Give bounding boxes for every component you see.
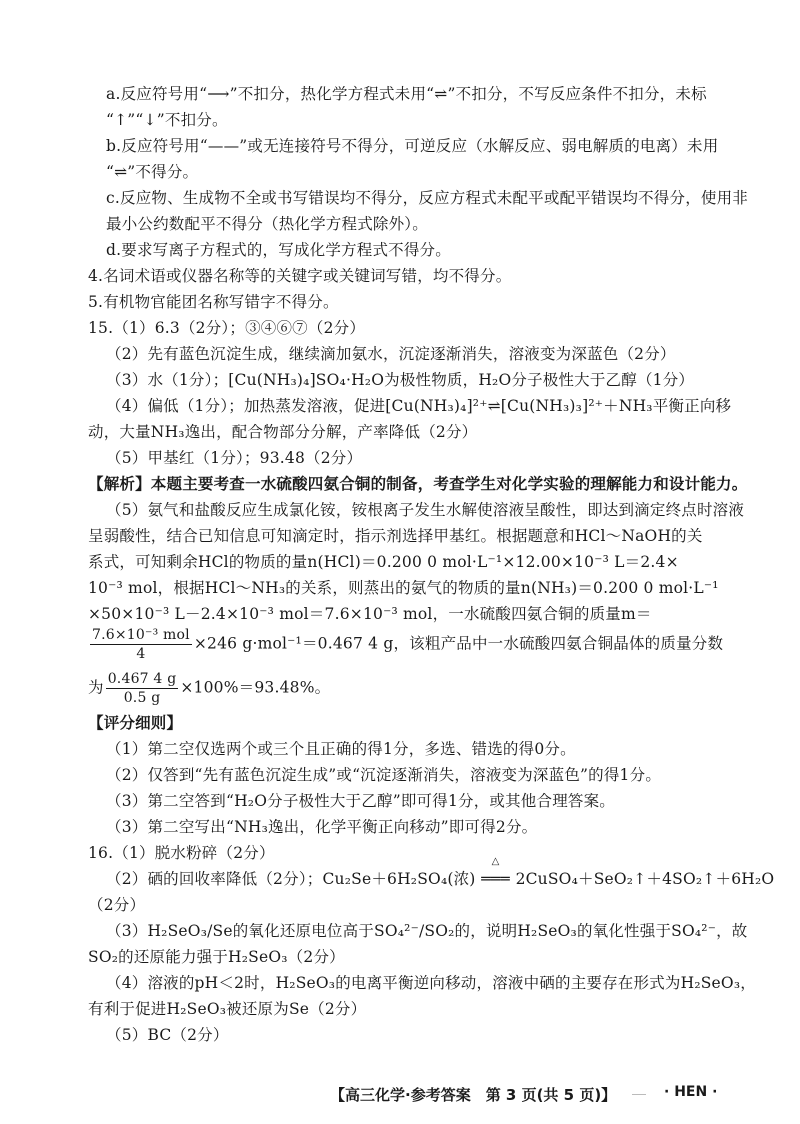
fraction-mass — [90, 626, 192, 663]
text-line: （4）溶液的pH＜2时，H₂SeO₃的电离平衡逆向移动，溶液中硒的主要存在形式为H₂SeO₃， — [106, 974, 756, 992]
question-15-heading: 15.（1）6.3（2分）；③④⑥⑦（2分） — [88, 319, 366, 337]
text-segment: ×100%＝93.48%。 — [180, 678, 331, 697]
text-line: d.要求写离子方程式的，写成化学方程式不得分。 — [106, 241, 451, 259]
text-line: 有利于促进H₂SeO₃被还原为Se（2分） — [88, 1000, 367, 1018]
text-line: 最小公约数配平不得分（热化学方程式除外）。 — [106, 215, 428, 233]
text-line: ×50×10⁻³ L－2.4×10⁻³ mol＝7.6×10⁻³ mol，一水硫酸四氨合铜的质量m＝ — [88, 605, 652, 623]
fraction-denominator: 0.5 g — [123, 690, 161, 706]
text-line: c.反应物、生成物不全或书写错误均不得分，反应方程式未配平或配平错误均不得分，使用非 — [106, 189, 749, 207]
text-line: a.反应符号用“⟶”不扣分，热化学方程式未用“⇌”不扣分，不写反应条件不扣分，未标 — [106, 85, 707, 103]
fraction-denominator: 4 — [136, 646, 146, 662]
heat-equals-sign: △ ═══ — [476, 868, 516, 890]
heat-icon: △ — [491, 856, 500, 867]
fraction-percent — [106, 670, 179, 707]
text-line: （5）甲基红（1分）；93.48（2分） — [106, 449, 363, 467]
text-line: 动，大量NH₃逸出，配合物部分分解，产率降低（2分） — [88, 423, 478, 441]
text-line: 系式，可知剩余HCl的物质的量n(HCl)＝0.200 0 mol·L⁻¹×12.00×10⁻³ L＝2.4× — [88, 553, 679, 571]
text-line: （3）水（1分）；[Cu(NH₃)₄]SO₄·H₂O为极性物质，H₂O分子极性大于乙醇（1分） — [106, 371, 695, 389]
analysis-heading: 【解析】本题主要考查一水硫酸四氨合铜的制备，考查学生对化学实验的理解能力和设计能力。 — [88, 474, 748, 493]
text-line: （5）氨气和盐酸反应生成氯化铵，铵根离子发生水解使溶液呈酸性，即达到滴定终点时溶液 — [106, 501, 745, 519]
text-segment: （2）硒的回收率降低（2分）；Cu₂Se＋6H₂SO₄(浓) — [106, 870, 476, 888]
fraction-line-2 — [88, 670, 330, 707]
text-line: （2分） — [88, 896, 146, 914]
text-segment: 为 — [88, 678, 104, 697]
text-line: “⇌”不得分。 — [106, 163, 199, 181]
fraction-line-1 — [88, 626, 723, 663]
text-segment: ×246 g·mol⁻¹＝0.467 4 g，该粗产品中一水硫酸四氨合铜晶体的质量分数 — [193, 634, 724, 653]
text-segment: 2CuSO₄＋SeO₂↑＋4SO₂↑＋6H₂O — [515, 870, 775, 888]
text-line: （3）第二空写出“NH₃逸出，化学平衡正向移动”即可得2分。 — [106, 818, 538, 836]
text-line: 呈弱酸性，结合已知信息可知滴定时，指示剂选择甲基红。根据题意和HCl～NaOH的关 — [88, 527, 703, 545]
text-line: SO₂的还原能力强于H₂SeO₃（2分） — [88, 948, 345, 966]
text-line: （3）第二空答到“H₂O分子极性大于乙醇”即可得1分，或其他合理答案。 — [106, 792, 616, 810]
text-line: 5.有机物官能团名称写错字不得分。 — [88, 293, 339, 311]
scoring-heading: 【评分细则】 — [88, 713, 183, 732]
footer-code: · HEN · — [664, 1084, 718, 1100]
text-line: b.反应符号用“——”或无连接符号不得分，可逆反应（水解反应、弱电解质的电离）未用 — [106, 137, 719, 155]
text-line: “↑”“↓”不扣分。 — [106, 111, 228, 129]
text-line: （3）H₂SeO₃/Se的氧化还原电位高于SO₄²⁻/SO₂的，说明H₂SeO₃的氧化性强于SO₄²⁻，故 — [106, 922, 748, 940]
question-16-heading: 16.（1）脱水粉碎（2分） — [88, 844, 275, 862]
equation-line — [106, 856, 775, 890]
text-line: 4.名词术语或仪器名称等的关键字或关键词写错，均不得分。 — [88, 267, 512, 285]
page-footer: 【高三化学·参考答案 第 3 页(共 5 页)】 — [330, 1086, 617, 1104]
text-line: （1）第二空仅选两个或三个且正确的得1分，多选、错选的得0分。 — [106, 740, 576, 758]
fraction-numerator: 7.6×10⁻³ mol — [92, 627, 190, 643]
fraction-numerator: 0.467 4 g — [107, 671, 177, 687]
text-line: （4）偏低（1分）；加热蒸发溶液，促进[Cu(NH₃)₄]²⁺⇌[Cu(NH₃)₃]²⁺＋NH₃平衡正向移 — [106, 397, 732, 415]
divider — [632, 1094, 646, 1095]
text-line: 10⁻³ mol，根据HCl～NH₃的关系，则蒸出的氨气的物质的量n(NH₃)＝0.200 0 mol·L⁻¹ — [88, 579, 719, 597]
text-line: （2）先有蓝色沉淀生成，继续滴加氨水，沉淀逐渐消失，溶液变为深蓝色（2分） — [106, 345, 676, 363]
text-line: （2）仅答到“先有蓝色沉淀生成”或“沉淀逐渐消失，溶液变为深蓝色”的得1分。 — [106, 766, 662, 784]
text-line: （5）BC（2分） — [106, 1026, 229, 1044]
